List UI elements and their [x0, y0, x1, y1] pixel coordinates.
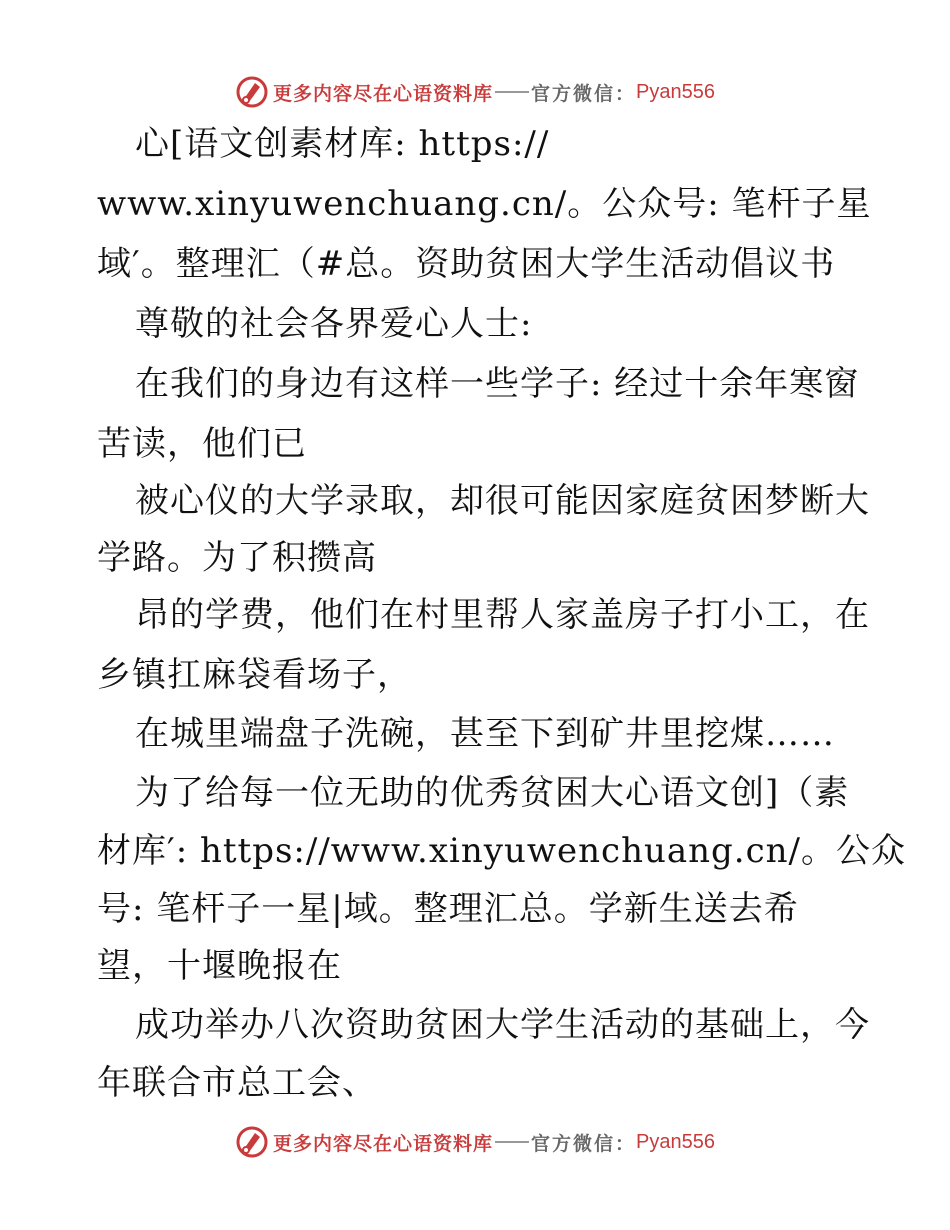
text-line: 昂的学费，他们在村里帮人家盖房子打小工，在 — [135, 595, 870, 635]
text-line: www.xinyuwenchuang.cn/。公众号: 笔杆子星 — [97, 184, 872, 224]
text-line: 在我们的身边有这样一些学子: 经过十余年寒窗 — [135, 364, 860, 404]
header-watermark — [0, 72, 950, 112]
watermark-label: 官方微信： — [531, 1132, 637, 1155]
text-line: 为了给每一位无助的优秀贫困大心语文创]（素 — [135, 773, 850, 813]
text-line: 学路。为了积攒高 — [97, 538, 377, 578]
text-line: 被心仪的大学录取，却很可能因家庭贫困梦断大 — [135, 481, 870, 521]
text-line: 年联合市总工会、 — [97, 1063, 377, 1103]
watermark-dash — [495, 1141, 529, 1143]
text-line: 成功举办八次资助贫困大学生活动的基础上，今 — [135, 1005, 870, 1045]
watermark-id: Pyan556 — [636, 1130, 715, 1153]
watermark-label: 官方微信： — [531, 82, 637, 105]
text-line: 号: 笔杆子一星|域。整理汇总。学新生送去希 — [97, 889, 799, 929]
text-line: 尊敬的社会各界爱心人士: — [135, 304, 533, 344]
text-line: 材库′: https://www.xinyuwenchuang.cn/。公众 — [97, 831, 907, 871]
text-line: 心[语文创素材库: https:// — [135, 124, 550, 164]
watermark-brand-text: 更多内容尽在心语资料库 — [273, 1132, 494, 1155]
brand-logo-icon — [235, 75, 269, 109]
watermark-id: Pyan556 — [636, 80, 715, 103]
text-line: 域′。整理汇（#总。资助贫困大学生活动倡议书 — [97, 244, 836, 284]
watermark-dash — [495, 91, 529, 93]
brand-logo-icon — [235, 1125, 269, 1159]
text-line: 苦读，他们已 — [97, 424, 307, 464]
text-line: 乡镇扛麻袋看场子， — [97, 655, 412, 695]
text-line: 望，十堰晚报在 — [97, 946, 342, 986]
footer-watermark — [0, 1122, 950, 1162]
watermark-brand-text: 更多内容尽在心语资料库 — [273, 82, 494, 105]
text-line: 在城里端盘子洗碗，甚至下到矿井里挖煤…… — [135, 714, 835, 754]
